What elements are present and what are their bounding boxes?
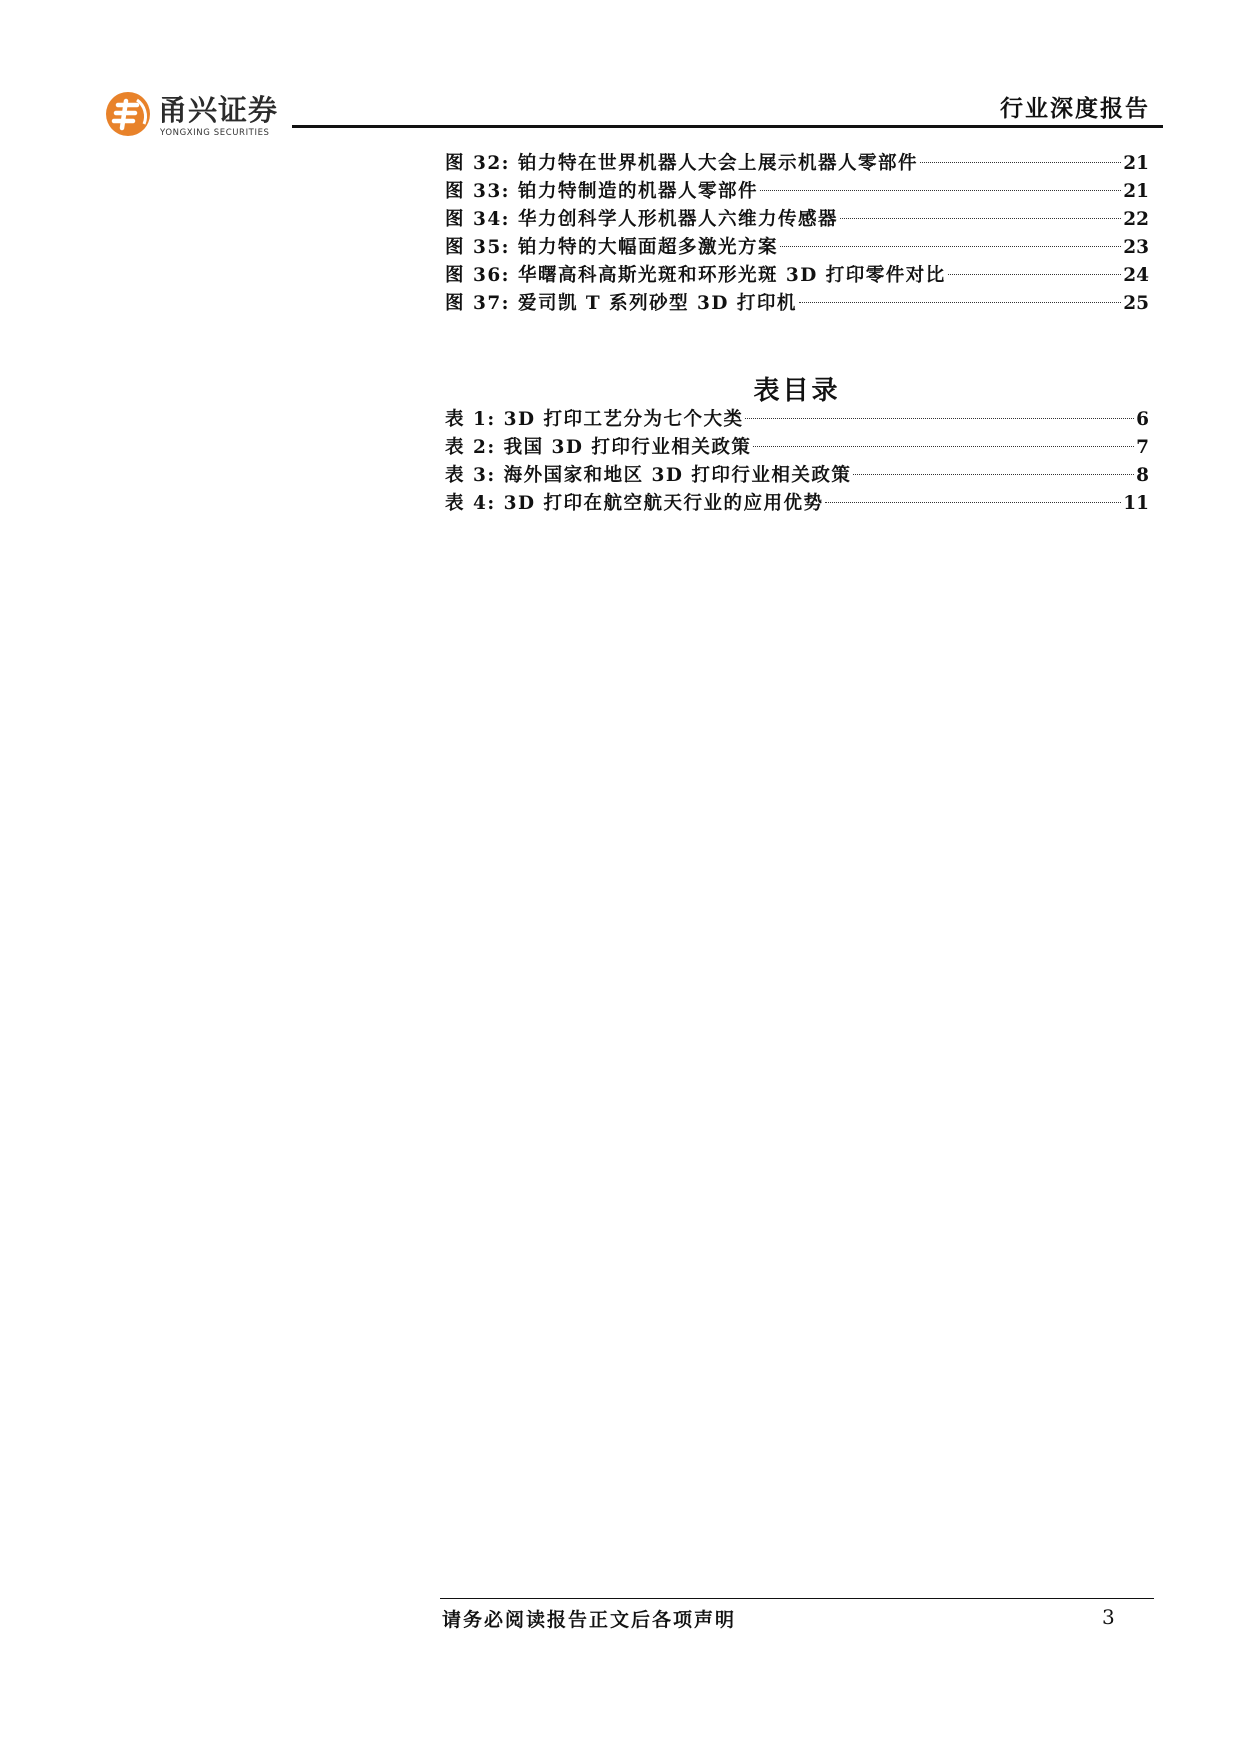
table-toc-heading: 表目录: [753, 376, 841, 406]
toc-leader-dots: [753, 446, 1134, 447]
toc-leader-dots: [825, 502, 1121, 503]
disclaimer-note: 请务必阅读报告正文后各项声明: [442, 1609, 737, 1631]
toc-leader-dots: [853, 474, 1134, 475]
toc-entry[interactable]: [445, 150, 1149, 178]
toc-entry-page: 25: [1123, 293, 1149, 314]
toc-entry[interactable]: [445, 206, 1149, 234]
toc-entry[interactable]: [445, 178, 1149, 206]
toc-leader-dots: [948, 274, 1121, 275]
toc-leader-dots: [840, 218, 1121, 219]
toc-entry[interactable]: [445, 434, 1149, 462]
toc-entry-page: 8: [1136, 465, 1149, 486]
logo-english-name: YONGXING SECURITIES: [160, 128, 270, 138]
toc-leader-dots: [745, 418, 1134, 419]
toc-entry-page: 22: [1123, 209, 1149, 230]
toc-entry-label: 表 2: 我国 3D 打印行业相关政策: [445, 437, 752, 458]
toc-entry-page: 7: [1136, 437, 1149, 458]
header-divider: [292, 125, 1163, 128]
toc-entry-label: 表 4: 3D 打印在航空航天行业的应用优势: [445, 493, 824, 514]
yongxing-logo-icon: [104, 90, 152, 138]
toc-entry-label: 表 1: 3D 打印工艺分为七个大类: [445, 409, 744, 430]
toc-entry-page: 23: [1123, 237, 1149, 258]
toc-entry[interactable]: [445, 490, 1149, 518]
toc-entry[interactable]: [445, 406, 1149, 434]
toc-entry-page: 21: [1123, 181, 1149, 202]
toc-entry-page: 21: [1123, 153, 1149, 174]
toc-leader-dots: [920, 162, 1121, 163]
toc-entry-label: 图 33: 铂力特制造的机器人零部件: [445, 181, 758, 202]
toc-entry[interactable]: [445, 234, 1149, 262]
toc-entry-label: 图 32: 铂力特在世界机器人大会上展示机器人零部件: [445, 153, 918, 174]
toc-leader-dots: [780, 246, 1121, 247]
table-toc-list: [445, 406, 1149, 518]
toc-entry-label: 图 37: 爱司凯 T 系列砂型 3D 打印机: [445, 293, 797, 314]
logo-chinese-name: 甬兴证券: [158, 93, 279, 127]
toc-entry-label: 图 35: 铂力特的大幅面超多激光方案: [445, 237, 778, 258]
report-type-label: 行业深度报告: [1000, 95, 1150, 122]
footer-divider: [440, 1598, 1154, 1599]
toc-leader-dots: [760, 190, 1121, 191]
toc-entry-page: 24: [1123, 265, 1149, 286]
figure-toc-list: [445, 150, 1149, 318]
toc-entry-page: 6: [1136, 409, 1149, 430]
toc-entry[interactable]: [445, 462, 1149, 490]
toc-entry[interactable]: [445, 262, 1149, 290]
toc-entry-label: 表 3: 海外国家和地区 3D 打印行业相关政策: [445, 465, 852, 486]
toc-entry-page: 11: [1123, 493, 1149, 514]
page-number: 3: [1102, 1605, 1115, 1629]
company-logo: [104, 88, 294, 144]
toc-entry-label: 图 34: 华力创科学人形机器人六维力传感器: [445, 209, 838, 230]
toc-leader-dots: [799, 302, 1121, 303]
toc-entry[interactable]: [445, 290, 1149, 318]
toc-entry-label: 图 36: 华曙高科高斯光斑和环形光斑 3D 打印零件对比: [445, 265, 946, 286]
